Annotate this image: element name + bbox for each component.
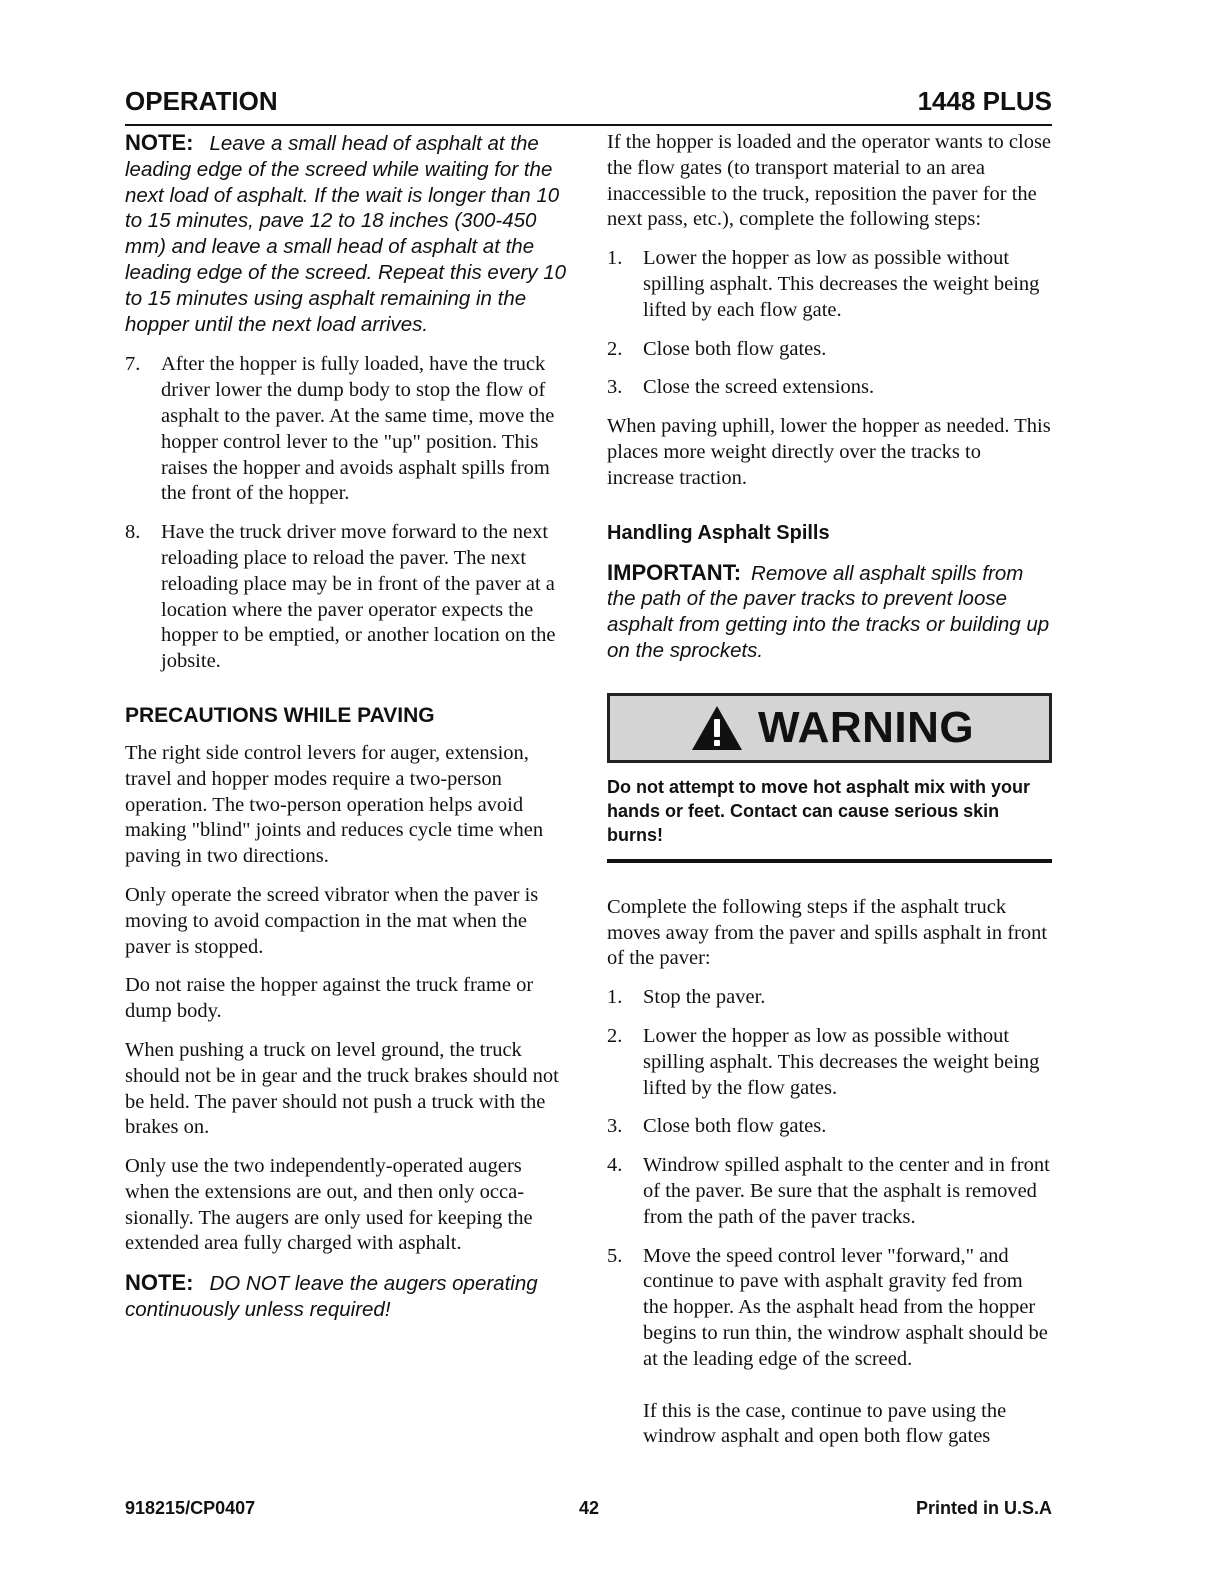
note-label: NOTE: [125,130,194,155]
list-item [125,520,570,675]
step-text: Lower the hopper as low as possible without spilling asphalt. This decreases the weight being lifted by the flow gates. [643,1024,1040,1099]
uphill-paragraph: When paving uphill, lower the hopper as needed. This places more weight directly over the tracks to increase traction. [607,415,1051,489]
step-number: 8. [125,521,141,544]
list-item [607,985,1052,1011]
model-title: 1448 PLUS [917,86,1052,116]
document-id: 918215/CP0407 [125,1498,256,1518]
note-label: NOTE: [125,1270,194,1296]
paragraph: Only operate the screed vibrator when the paver is moving to avoid compaction in the mat when the paver is stopped. [125,883,539,958]
list-item [607,337,1052,363]
step-text: Lower the hopper as low as possible without spilling asphalt. This decreases the weight being lifted by each flow gate. [643,247,1040,321]
note-text: Leave a small head of asphalt at the leading edge of the screed while waiting for the next load of asphalt. If the wait is longer than 10 to 15 minutes, pave 12 to 18 inches (300-450 mm) and leave a small head of asphalt at the leading edge of the screed. Repeat this every 10 to 15 minutes using asphalt remaining in the hopper until the next load arrives. [125,132,567,336]
list-item [607,375,1052,401]
note-augers [125,1270,570,1323]
close-gates-steps [607,246,1052,401]
step-text: Close both flow gates. [643,337,827,360]
step-text: Close the screed extensions. [643,376,875,399]
warning-icon [690,704,744,752]
important-label: IMPORTANT: [607,559,742,585]
step-number: 2. [607,337,623,360]
page-header [125,86,1052,126]
intro-paragraph: If the hopper is loaded and the operator wants to close the flow gates (to transport material to an area inaccessible to the truck, reposition the paver for the next pass, etc.), complete the following steps: [607,131,1052,231]
warning-banner [607,693,1052,763]
paragraph: Only use the two independently-operated augers when the extensions are out, and then only occa-sionally. The augers are only used for keeping the extended area fully charged with asphalt. [125,1155,533,1255]
spills-intro: Complete the following steps if the asphalt truck moves away from the paver and spills asphalt in front of the paver: [607,895,1048,970]
note-leading-edge [125,130,570,337]
step-continuation: If this is the case, continue to pave using the windrow asphalt and open both flow gates [643,1399,1007,1448]
page-number: 42 [579,1498,600,1518]
printed-label: Printed in U.S.A [915,1498,1052,1518]
paragraph: Do not raise the hopper against the truck frame or dump body. [125,974,534,1023]
spill-steps [607,985,1052,1450]
paragraph: When pushing a truck on level ground, the truck should not be in gear and the truck brakes should not be held. The paver should not push a truck with the brakes on. [125,1038,559,1139]
step-number: 7. [125,353,141,376]
note-text: DO NOT leave the augers operating continuously unless required! [125,1272,538,1322]
spills-heading: Handling Asphalt Spills [607,521,830,544]
list-item [125,352,570,507]
important-text: Remove all asphalt spills from the path of the paver tracks to prevent loose asphalt from getting into the tracks or building up on the sprockets. [607,561,1050,662]
step-text: Stop the paver. [643,986,766,1009]
step-number: 3. [607,376,623,399]
step-number: 2. [607,1024,623,1047]
list-item [607,1114,1052,1140]
step-number: 1. [607,247,623,270]
step-number: 3. [607,1115,623,1138]
step-text: After the hopper is fully loaded, have the truck driver lower the dump body to stop the flow of asphalt to the paver. At the same time, move the hopper control lever to the "up" position. This raises the hopper and avoids asphalt spills from the front of the hopper. [161,353,555,505]
left-column [125,130,570,1323]
right-column [607,130,1052,1463]
paragraph: The right side control levers for auger, extension, travel and hopper modes require a two-person operation. The two-person operation helps avoid making "blind" joints and reduces cycle time when paving in two directions. [125,741,544,868]
list-item [607,1153,1052,1230]
step-number: 5. [607,1244,623,1267]
precautions-heading: PRECAUTIONS WHILE PAVING [125,703,435,727]
section-title: OPERATION [125,86,278,116]
list-item [607,1244,1052,1451]
step-number: 1. [607,986,623,1009]
loading-steps [125,352,570,675]
step-text: Have the truck driver move forward to the next reloading place to reload the paver. The next reloading place may be in front of the paver at a location where the paver operator expects the hopper to be emptied, or another location on the jobsite. [161,521,556,673]
list-item [607,1024,1052,1101]
list-item [607,246,1052,323]
important-note [607,560,1052,664]
warning-title: WARNING [758,702,975,752]
step-number: 4. [607,1154,623,1177]
step-text: Close both flow gates. [643,1115,827,1138]
warning-text: Do not attempt to move hot asphalt mix with your hands or feet. Contact can cause serious skin burns! [607,775,1052,863]
step-text: Windrow spilled asphalt to the center and in front of the paver. Be sure that the asphalt is removed from the path of the paver tracks. [643,1154,1050,1228]
step-text: Move the speed control lever "forward," and continue to pave with asphalt gravity fed from the hopper. As the asphalt head from the hopper begins to run thin, the windrow asphalt should be at the leading edge of the screed. [643,1244,1048,1370]
